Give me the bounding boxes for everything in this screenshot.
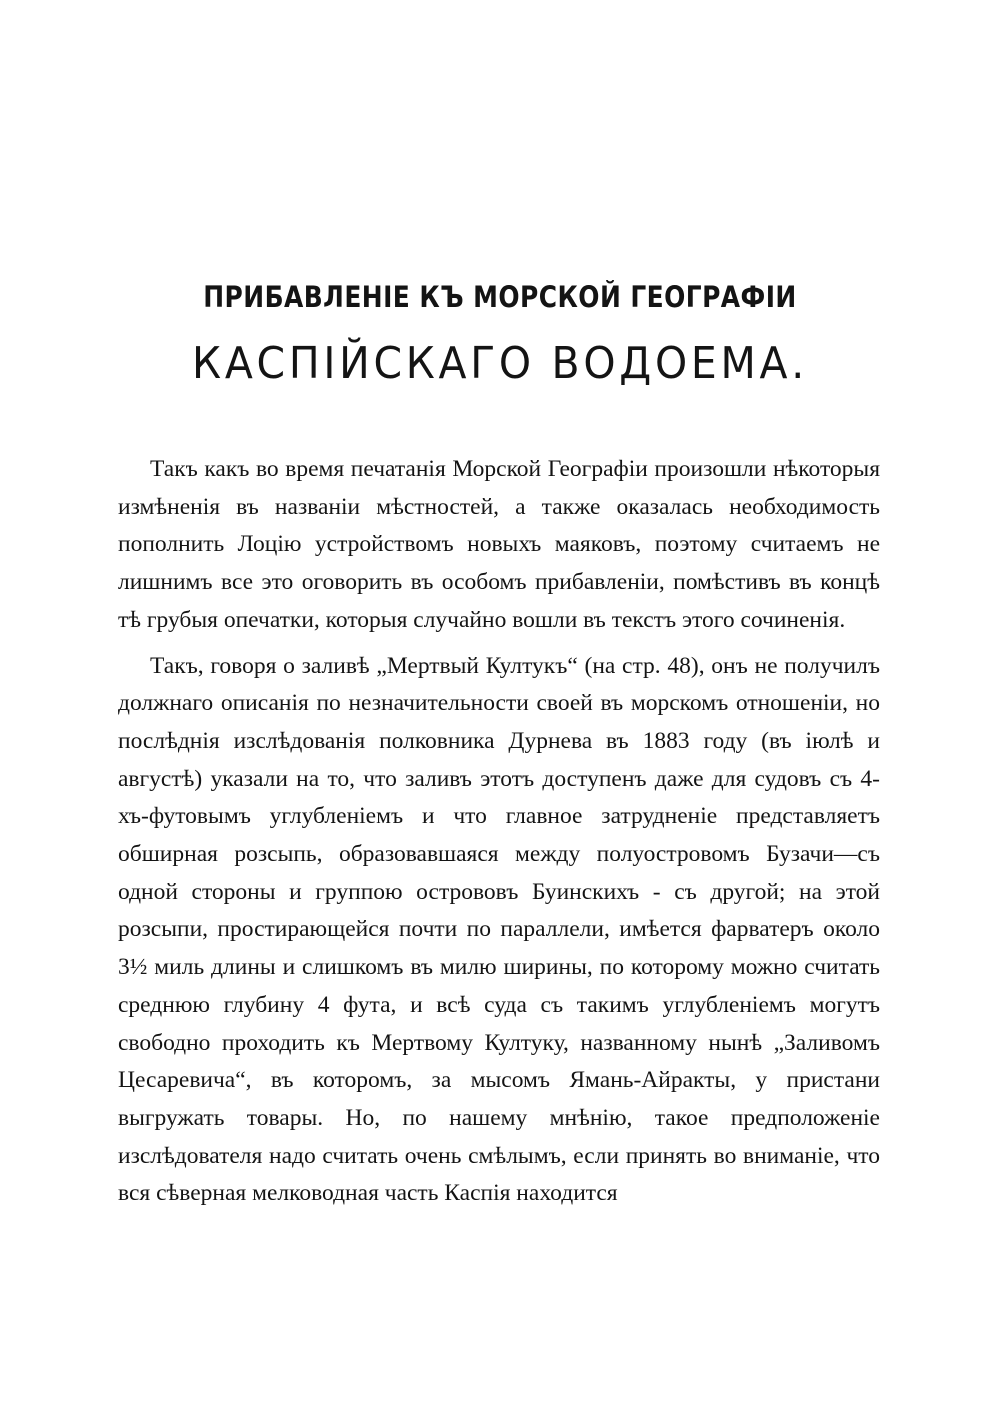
body-text <box>118 451 880 1213</box>
title-line-2: КАСПІЙСКАГО ВОДОЕМА. <box>192 338 808 389</box>
paragraph-1: Такъ какъ во время печатанія Морской Географіи произошли нѣкоторыя измѣненія въ названіи мѣстностей, а также оказалась необходимость пополнить Лоцію устройствомъ новыхъ маяковъ, поэтому считаемъ не лишнимъ все это оговорить въ особомъ прибавленіи, помѣстивъ въ концѣ тѣ грубыя опечатки, которыя случайно вошли въ текстъ этого сочиненія. <box>118 456 880 633</box>
paragraph-2: Такъ, говоря о заливѣ „Мертвый Култукъ“ (на стр. 48), онъ не получилъ должнаго описанія по незначительности своей въ морскомъ отношеніи, но послѣднія изслѣдованія полковника Дурнева въ 1883 году (въ іюлѣ и августѣ) указали на то, что заливъ этотъ доступенъ даже для судовъ съ 4-хъ-футовымъ углубленіемъ и что главное затрудненіе представляетъ обширная розсыпь, образовавшаяся между полуостровомъ Бузачи—съ одной стороны и группою острововъ Буинскихъ - съ другой; на этой розсыпи, простирающейся почти по параллели, имѣется фарватеръ около 3½ миль длины и слишкомъ въ милю ширины, по которому можно считать среднюю глубину 4 фута, и всѣ суда съ такимъ углубленіемъ могутъ свободно проходить къ Мертвому Култуку, названному нынѣ „Заливомъ Цесаревича“, въ которомъ, за мысомъ Ямань-Айракты, у пристани выгружать товары. Но, по нашему мнѣнію, такое предположеніе изслѣдователя надо считать очень смѣлымъ, если принять во вниманіе, что вся сѣверная мелководная часть Каспія находится <box>118 652 880 1207</box>
title-line-1: ПРИБАВЛЕНІЕ КЪ МОРСКОЙ ГЕОГРАФІИ <box>203 280 797 314</box>
